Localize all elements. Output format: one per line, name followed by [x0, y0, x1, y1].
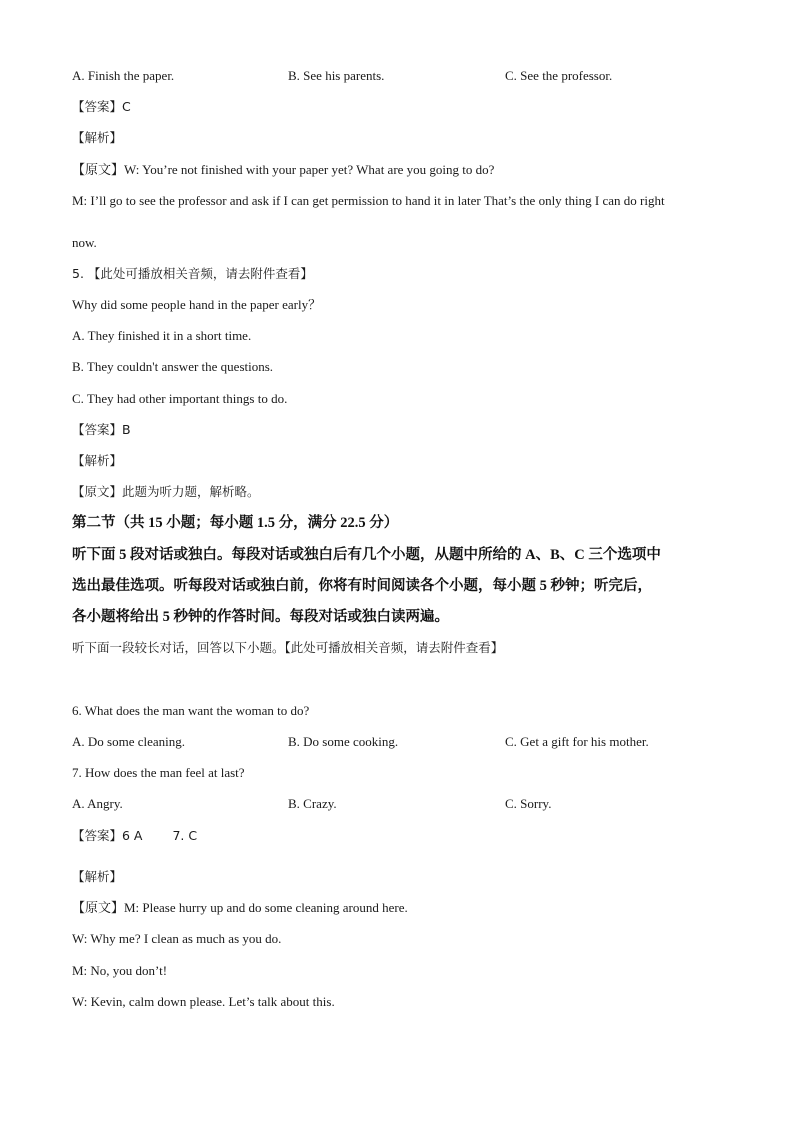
section2-instruction-1: 听下面 5 段对话或独白。每段对话或独白后有几个小题，从题中所给的 A、B、C 三个选项中 — [72, 547, 661, 563]
section2-instruction-2: 选出最佳选项。听每段对话或独白前，你将有时间阅读各个小题，每小题 5 秒钟；听完后， — [72, 578, 652, 594]
q67-answer-second: 7. C — [172, 828, 198, 843]
q4-option-b: B. See his parents. — [288, 68, 385, 83]
q5-option-c: C. They had other important things to do. — [72, 391, 288, 406]
q4-transcript-line-3: now. — [72, 235, 97, 250]
q67-answer — [72, 827, 197, 845]
q4-analysis-label: 【解析】 — [72, 130, 123, 145]
q67-answer-first: 【答案】6 A — [72, 828, 143, 843]
q5-audio-note: 5. 【此处可播放相关音频，请去附件查看】 — [72, 266, 313, 281]
q6-option-b: B. Do some cooking. — [288, 734, 399, 749]
q4-option-c: C. See the professor. — [505, 68, 613, 83]
q5-answer: 【答案】B — [72, 422, 131, 437]
q4-transcript-line-2: M: I’ll go to see the professor and ask if I can get permission to hand it in later That’s the only thing I can do right — [72, 193, 665, 208]
q67-transcript-line-1: 【原文】M: Please hurry up and do some cleaning around here. — [72, 900, 408, 915]
q4-option-a: A. Finish the paper. — [72, 68, 175, 83]
q5-analysis-label: 【解析】 — [72, 453, 123, 468]
q5-question: Why did some people hand in the paper early？ — [72, 297, 322, 312]
q6-question: 6. What does the man want the woman to do? — [72, 703, 310, 718]
section2-listen-note: 听下面一段较长对话，回答以下小题。【此处可播放相关音频，请去附件查看】 — [72, 640, 504, 655]
q4-answer: 【答案】C — [72, 99, 131, 114]
q7-question: 7. How does the man feel at last? — [72, 765, 245, 780]
q5-transcript: 【原文】此题为听力题，解析略。 — [72, 484, 260, 499]
q6-option-a: A. Do some cleaning. — [72, 734, 186, 749]
q67-transcript-line-3: M: No, you don’t! — [72, 963, 168, 978]
q4-transcript-line-1: 【原文】W: You’re not finished with your paper yet? What are you going to do? — [72, 162, 495, 177]
q67-transcript-line-2: W: Why me? I clean as much as you do. — [72, 931, 282, 946]
q7-option-a: A. Angry. — [72, 796, 123, 811]
q6-option-c: C. Get a gift for his mother. — [505, 734, 649, 749]
section2-instruction-3: 各小题将给出 5 秒钟的作答时间。每段对话或独白读两遍。 — [72, 609, 449, 625]
q67-transcript-line-4: W: Kevin, calm down please. Let’s talk about this. — [72, 994, 335, 1009]
q7-option-b: B. Crazy. — [288, 796, 337, 811]
q67-analysis-label: 【解析】 — [72, 869, 123, 884]
q5-option-b: B. They couldn't answer the questions. — [72, 359, 274, 374]
q7-option-c: C. Sorry. — [505, 796, 552, 811]
q5-option-a: A. They finished it in a short time. — [72, 328, 252, 343]
section2-heading: 第二节（共 15 小题；每小题 1.5 分，满分 22.5 分） — [72, 515, 399, 531]
